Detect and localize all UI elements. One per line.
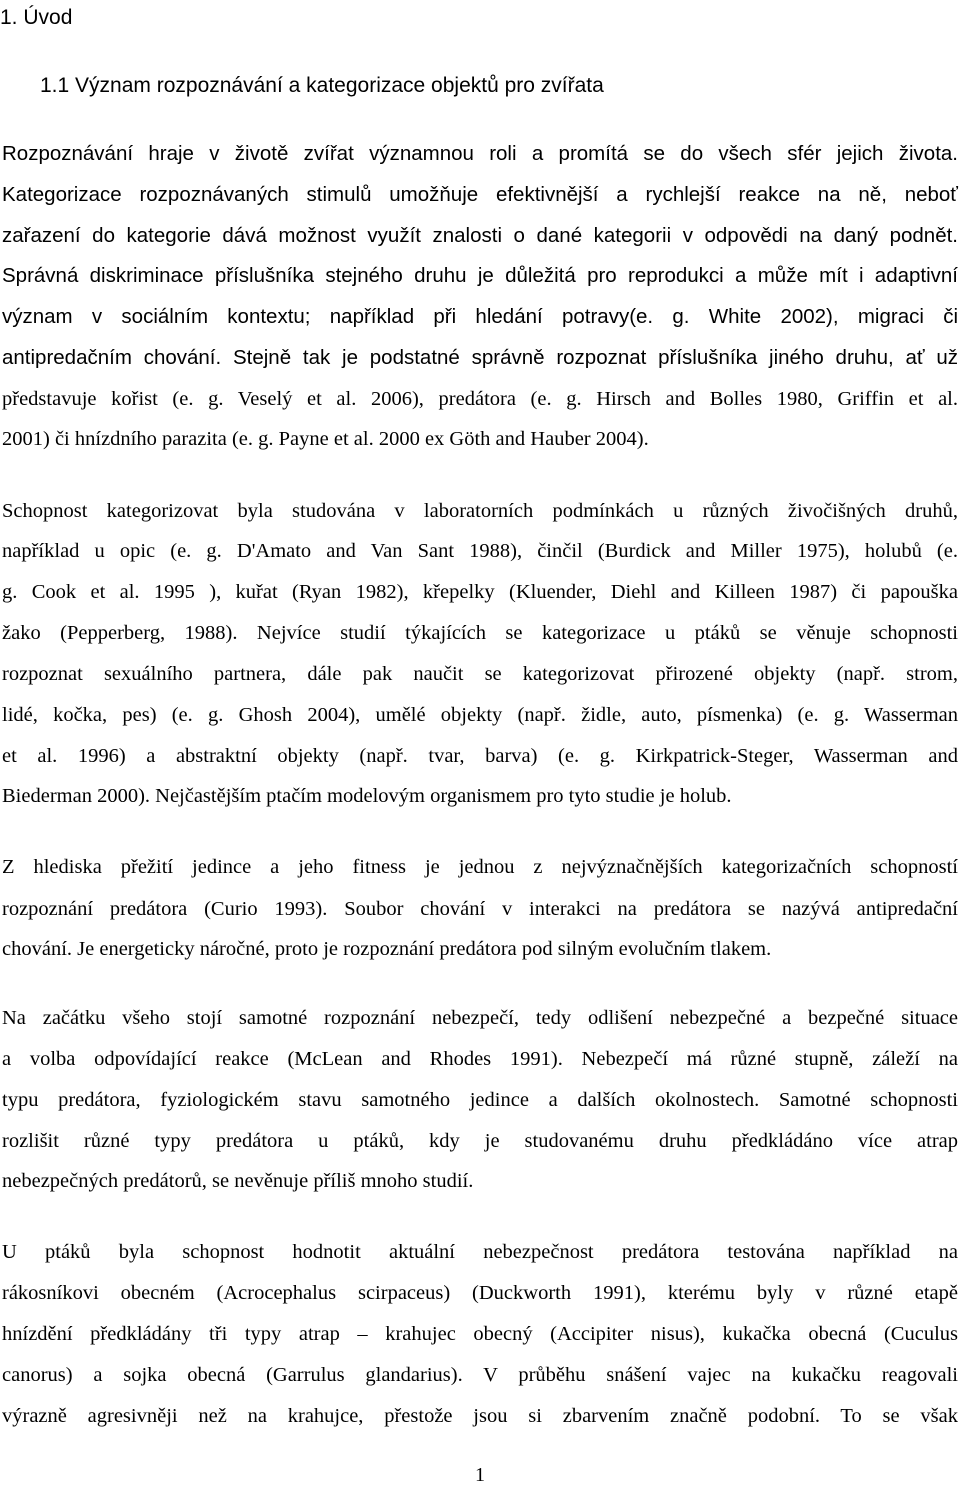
text-line: Na začátku všeho stojí samotné rozpoznání nebezpečí, tedy odlišení nebezpečné a bezpečné situace [2,1007,958,1029]
text-line: canorus) a sojka obecná (Garrulus glandarius). V průběhu snášení vajec na kukačku reagovali [2,1364,958,1386]
text-line: například u opic (e. g. D'Amato and Van Sant 1988), činčil (Burdick and Miller 1975), holubů (e. [2,540,958,562]
section-heading: 1.1 Význam rozpoznávání a kategorizace objektů pro zvířata [40,74,604,97]
text-line: Schopnost kategorizovat byla studována v laboratorních podmínkách u různých živočišných druhů, [2,500,958,522]
text-line: nebezpečných predátorů, se nevěnuje příliš mnoho studií. [2,1170,474,1192]
text-line: představuje kořist (e. g. Veselý et al. 2006), predátora (e. g. Hirsch and Bolles 1980, Griffin et al. [2,388,958,410]
text-line: g. Cook et al. 1995 ), kuřat (Ryan 1982), křepelky (Kluender, Diehl and Killeen 1987) či papouška [2,581,958,603]
text-line: rozlišit různé typy predátora u ptáků, kdy je studovanému druhu předkládáno více atrap [2,1130,958,1152]
text-line: žako (Pepperberg, 1988). Nejvíce studií týkajících se kategorizace u ptáků se věnuje schopnosti [2,622,958,644]
text-line: Správná diskriminace příslušníka stejného druhu je důležitá pro reprodukci a může mít i adaptivní [2,264,958,287]
text-line: rozpoznání predátora (Curio 1993). Soubor chování v interakci na predátora se nazývá antipredační [2,898,958,920]
chapter-heading: 1. Úvod [0,6,73,29]
text-line: Biederman 2000). Nejčastějším ptačím modelovým organismem pro tyto studie je holub. [2,785,732,807]
text-line: rozpoznat sexuálního partnera, dále pak naučit se kategorizovat přirozené objekty (např. strom, [2,663,958,685]
text-line: antipredačním chování. Stejně tak je podstatné správně rozpoznat příslušníka jiného druhu, ať už [2,346,958,369]
text-line: výrazně agresivněji než na krahujce, přestože jsou si zbarvením značně podobní. To se však [2,1405,958,1427]
text-line: význam v sociálním kontextu; například při hledání potravy(e. g. White 2002), migraci či [2,305,958,328]
text-line: 2001) či hnízdního parazita (e. g. Payne et al. 2000 ex Göth and Hauber 2004). [2,428,649,450]
text-line: hnízdění předkládány tři typy atrap – krahujec obecný (Accipiter nisus), kukačka obecná (Cuculus [2,1323,958,1345]
text-line: a volba odpovídající reakce (McLean and Rhodes 1991). Nebezpečí má různé stupně, záleží na [2,1048,958,1070]
text-line: Rozpoznávání hraje v životě zvířat významnou roli a promítá se do všech sfér jejich života. [2,142,958,165]
text-line: Kategorizace rozpoznávaných stimulů umožňuje efektivnější a rychlejší reakce na ně, neboť [2,183,958,206]
text-line: U ptáků byla schopnost hodnotit aktuální nebezpečnost predátora testována například na [2,1241,958,1263]
text-line: et al. 1996) a abstraktní objekty (např. tvar, barva) (e. g. Kirkpatrick-Steger, Wasserman and [2,745,958,767]
text-line: lidé, kočka, pes) (e. g. Ghosh 2004), umělé objekty (např. židle, auto, písmenka) (e. g. Wasserman [2,704,958,726]
text-line: chování. Je energeticky náročné, proto je rozpoznání predátora pod silným evolučním tlakem. [2,938,772,960]
text-line: zařazení do kategorie dává možnost využít znalosti o dané kategorii v odpovědi na daný podnět. [2,224,958,247]
text-line: typu predátora, fyziologickém stavu samotného jedince a dalších okolnostech. Samotné schopnosti [2,1089,958,1111]
text-line: rákosníkovi obecném (Acrocephalus scirpaceus) (Duckworth 1991), kterému byly v různé etapě [2,1282,958,1304]
text-line: Z hlediska přežití jedince a jeho fitness je jednou z nejvýznačnějších kategorizačních schopností [2,856,958,878]
page-number: 1 [475,1464,485,1486]
